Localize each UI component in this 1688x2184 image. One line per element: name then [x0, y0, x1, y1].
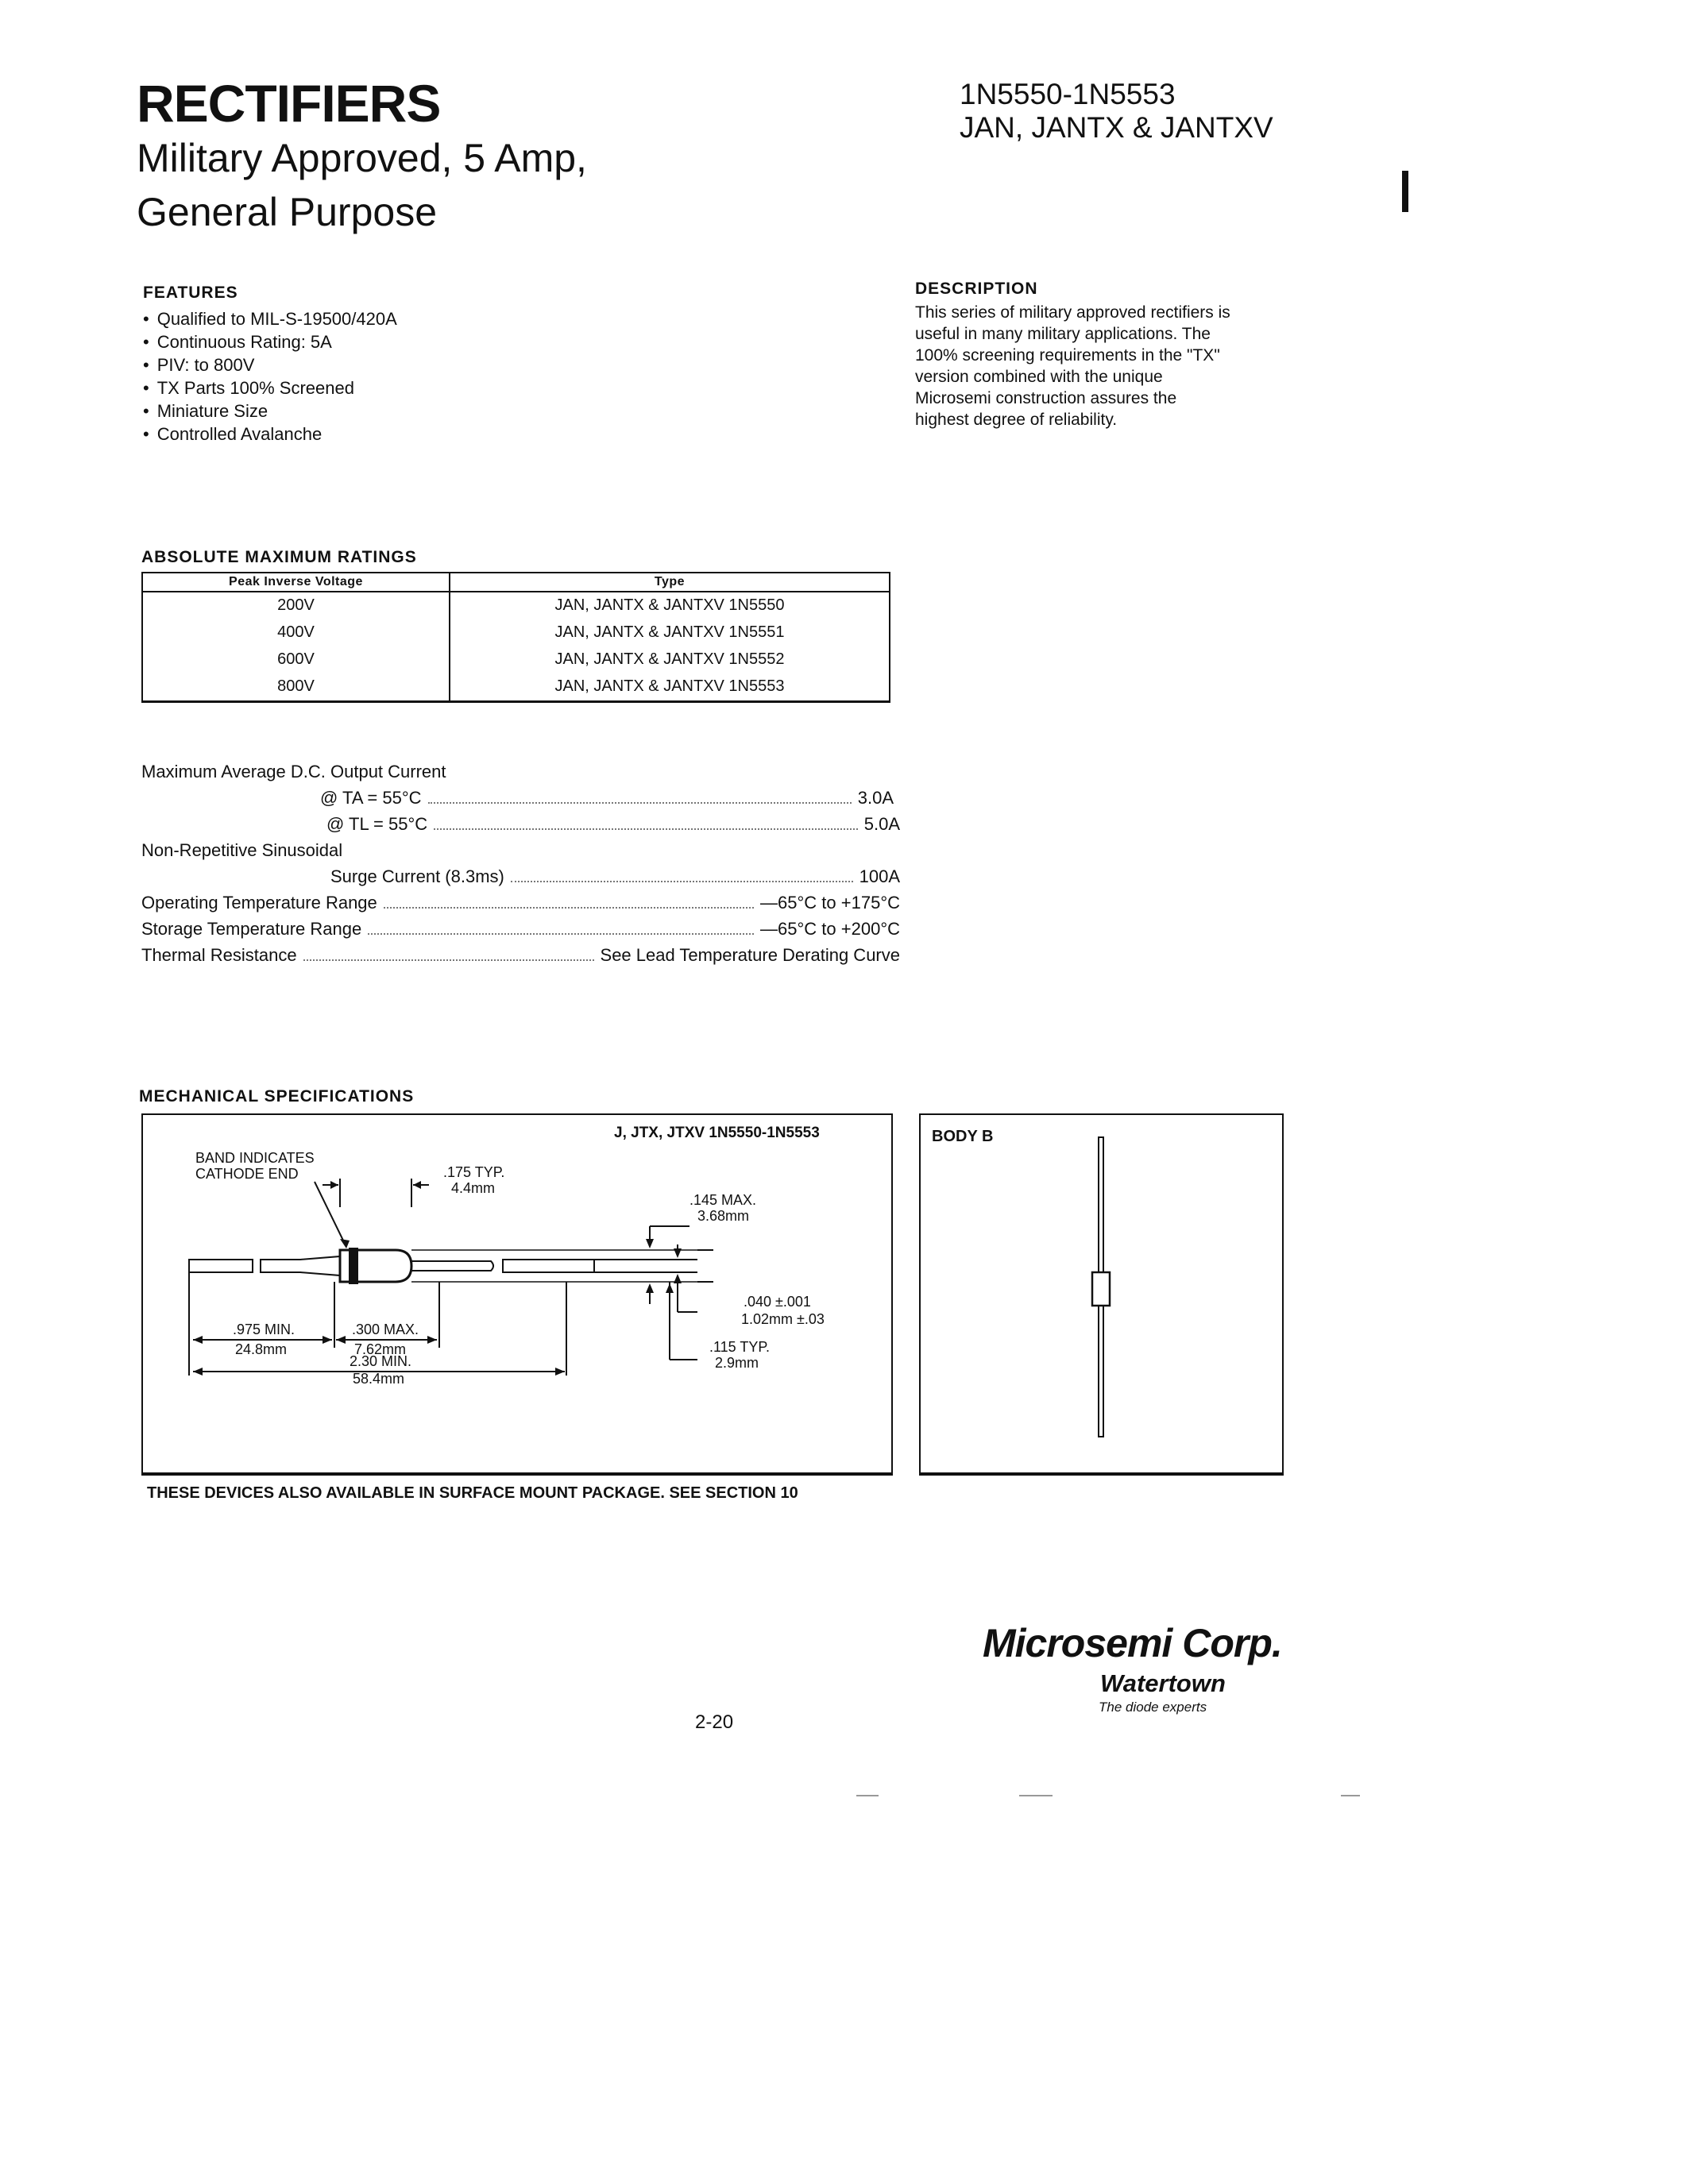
voltage-cell: 200V	[142, 592, 450, 619]
dim-230-in: 2.30 MIN.	[350, 1353, 412, 1369]
description-line: 100% screening requirements in the "TX"	[915, 346, 1220, 365]
spec-storage-temp	[141, 916, 900, 942]
spec-label: Storage Temperature Range	[141, 919, 362, 939]
type-cell: JAN, JANTX & JANTXV 1N5552	[450, 646, 890, 673]
mechanical-heading: MECHANICAL SPECIFICATIONS	[139, 1087, 415, 1106]
dim-115-in: .115 TYP.	[709, 1339, 771, 1355]
description-text	[915, 302, 1288, 430]
logo-tagline: The diode experts	[1099, 1700, 1207, 1715]
description-line: version combined with the unique	[915, 368, 1163, 386]
left-lead	[189, 1260, 253, 1272]
spec-output-current	[141, 758, 900, 785]
description-section	[915, 280, 1288, 430]
spec-label: Maximum Average D.C. Output Current	[141, 762, 446, 781]
grade-list: JAN, JANTX & JANTXV	[960, 111, 1273, 144]
table-row	[142, 646, 890, 673]
cathode-band	[350, 1248, 357, 1283]
right-lead-b	[503, 1260, 594, 1272]
spec-label: Non-Repetitive Sinusoidal	[141, 840, 343, 860]
electrical-specs	[141, 758, 900, 968]
spec-label: Surge Current (8.3ms)	[330, 866, 504, 886]
dim-115-mm: 2.9mm	[715, 1355, 759, 1371]
features-section	[143, 284, 397, 446]
voltage-cell: 400V	[142, 619, 450, 646]
description-line: Microsemi construction assures the	[915, 389, 1177, 407]
ratings-heading: ABSOLUTE MAXIMUM RATINGS	[141, 548, 417, 566]
dim-145-mm: 3.68mm	[697, 1208, 750, 1224]
dim-175-in: .175 TYP.	[443, 1164, 505, 1180]
section-marker-bar	[1402, 171, 1408, 212]
dim-040-mm: 1.02mm ±.03	[741, 1311, 825, 1327]
spec-ta	[141, 785, 900, 811]
ratings-table	[141, 572, 890, 703]
spec-tl	[141, 811, 900, 837]
dim-975-mm: 24.8mm	[235, 1341, 288, 1357]
voltage-cell: 800V	[142, 673, 450, 702]
subtitle-line-1: Military Approved, 5 Amp,	[137, 136, 587, 180]
feature-item: • TX Parts 100% Screened	[143, 376, 397, 399]
dim-300-mm: 7.62mm	[354, 1341, 407, 1357]
body-b-frame	[919, 1113, 1284, 1476]
spec-value: See Lead Temperature Derating Curve	[600, 945, 900, 965]
drawing-title: J, JTX, JTXV 1N5550-1N5553	[614, 1125, 820, 1141]
logo-location: Watertown	[1100, 1669, 1226, 1697]
col-header-voltage: Peak Inverse Voltage	[142, 573, 450, 592]
spec-label: @ TL = 55°C	[326, 814, 428, 834]
type-cell: JAN, JANTX & JANTXV 1N5551	[450, 619, 890, 646]
feature-item: • PIV: to 800V	[143, 353, 397, 376]
spec-label: @ TA = 55°C	[320, 788, 422, 808]
type-cell: JAN, JANTX & JANTXV 1N5550	[450, 592, 890, 619]
description-line: This series of military approved rectifiers is	[915, 303, 1230, 322]
spec-label: Operating Temperature Range	[141, 893, 377, 913]
diode-outline-drawing	[141, 1113, 890, 1471]
spec-surge	[141, 837, 900, 863]
surface-mount-note: THESE DEVICES ALSO AVAILABLE IN SURFACE MOUNT PACKAGE. SEE SECTION 10	[147, 1484, 798, 1502]
part-numbers	[960, 78, 1273, 145]
feature-item: • Qualified to MIL-S-19500/420A	[143, 307, 397, 330]
spec-label: Thermal Resistance	[141, 945, 297, 965]
band-note-line-1: BAND INDICATES	[195, 1150, 315, 1166]
page-subtitle	[137, 131, 587, 239]
ratings-header-row	[142, 573, 890, 592]
description-line: highest degree of reliability.	[915, 411, 1118, 429]
spec-thermal	[141, 942, 900, 968]
table-row	[142, 619, 890, 646]
spec-surge-current	[141, 863, 900, 889]
features-heading: FEATURES	[143, 284, 238, 302]
table-row	[142, 592, 890, 619]
feature-item: • Miniature Size	[143, 399, 397, 423]
logo-wordmark: Microsemi Corp.	[983, 1621, 1282, 1665]
feature-item: • Controlled Avalanche	[143, 423, 397, 446]
dim-145-in: .145 MAX.	[689, 1192, 757, 1208]
voltage-cell: 600V	[142, 646, 450, 673]
dim-300-in: .300 MAX.	[352, 1322, 419, 1337]
part-range: 1N5550-1N5553	[960, 78, 1176, 110]
subtitle-line-2: General Purpose	[137, 190, 438, 234]
feature-item: • Continuous Rating: 5A	[143, 330, 397, 353]
page-number: 2-20	[695, 1711, 734, 1733]
description-line: useful in many military applications. The	[915, 325, 1211, 343]
type-cell: JAN, JANTX & JANTXV 1N5553	[450, 673, 890, 702]
body-b-label: BODY B	[932, 1128, 994, 1145]
spec-operating-temp	[141, 889, 900, 916]
description-heading: DESCRIPTION	[915, 280, 1038, 298]
dim-230-mm: 58.4mm	[353, 1371, 405, 1387]
dim-175-mm: 4.4mm	[451, 1180, 496, 1196]
page-title: RECTIFIERS	[137, 74, 441, 133]
dim-975-in: .975 MIN.	[233, 1322, 295, 1337]
table-row	[142, 673, 890, 702]
features-list	[143, 307, 397, 446]
body-b-diode-icon	[921, 1115, 1282, 1472]
spec-value: 5.0A	[863, 814, 900, 834]
spec-value: —65°C to +175°C	[760, 893, 900, 913]
spec-value: 100A	[859, 866, 900, 886]
spec-value: 3.0A	[857, 788, 894, 808]
spec-value: —65°C to +200°C	[760, 919, 900, 939]
right-lead-a	[411, 1261, 493, 1271]
dim-040-in: .040 ±.001	[744, 1294, 811, 1310]
company-logo	[983, 1620, 1282, 1715]
left-lead-taper	[261, 1256, 340, 1275]
col-header-type: Type	[450, 573, 890, 592]
band-note-line-2: CATHODE END	[195, 1166, 299, 1182]
